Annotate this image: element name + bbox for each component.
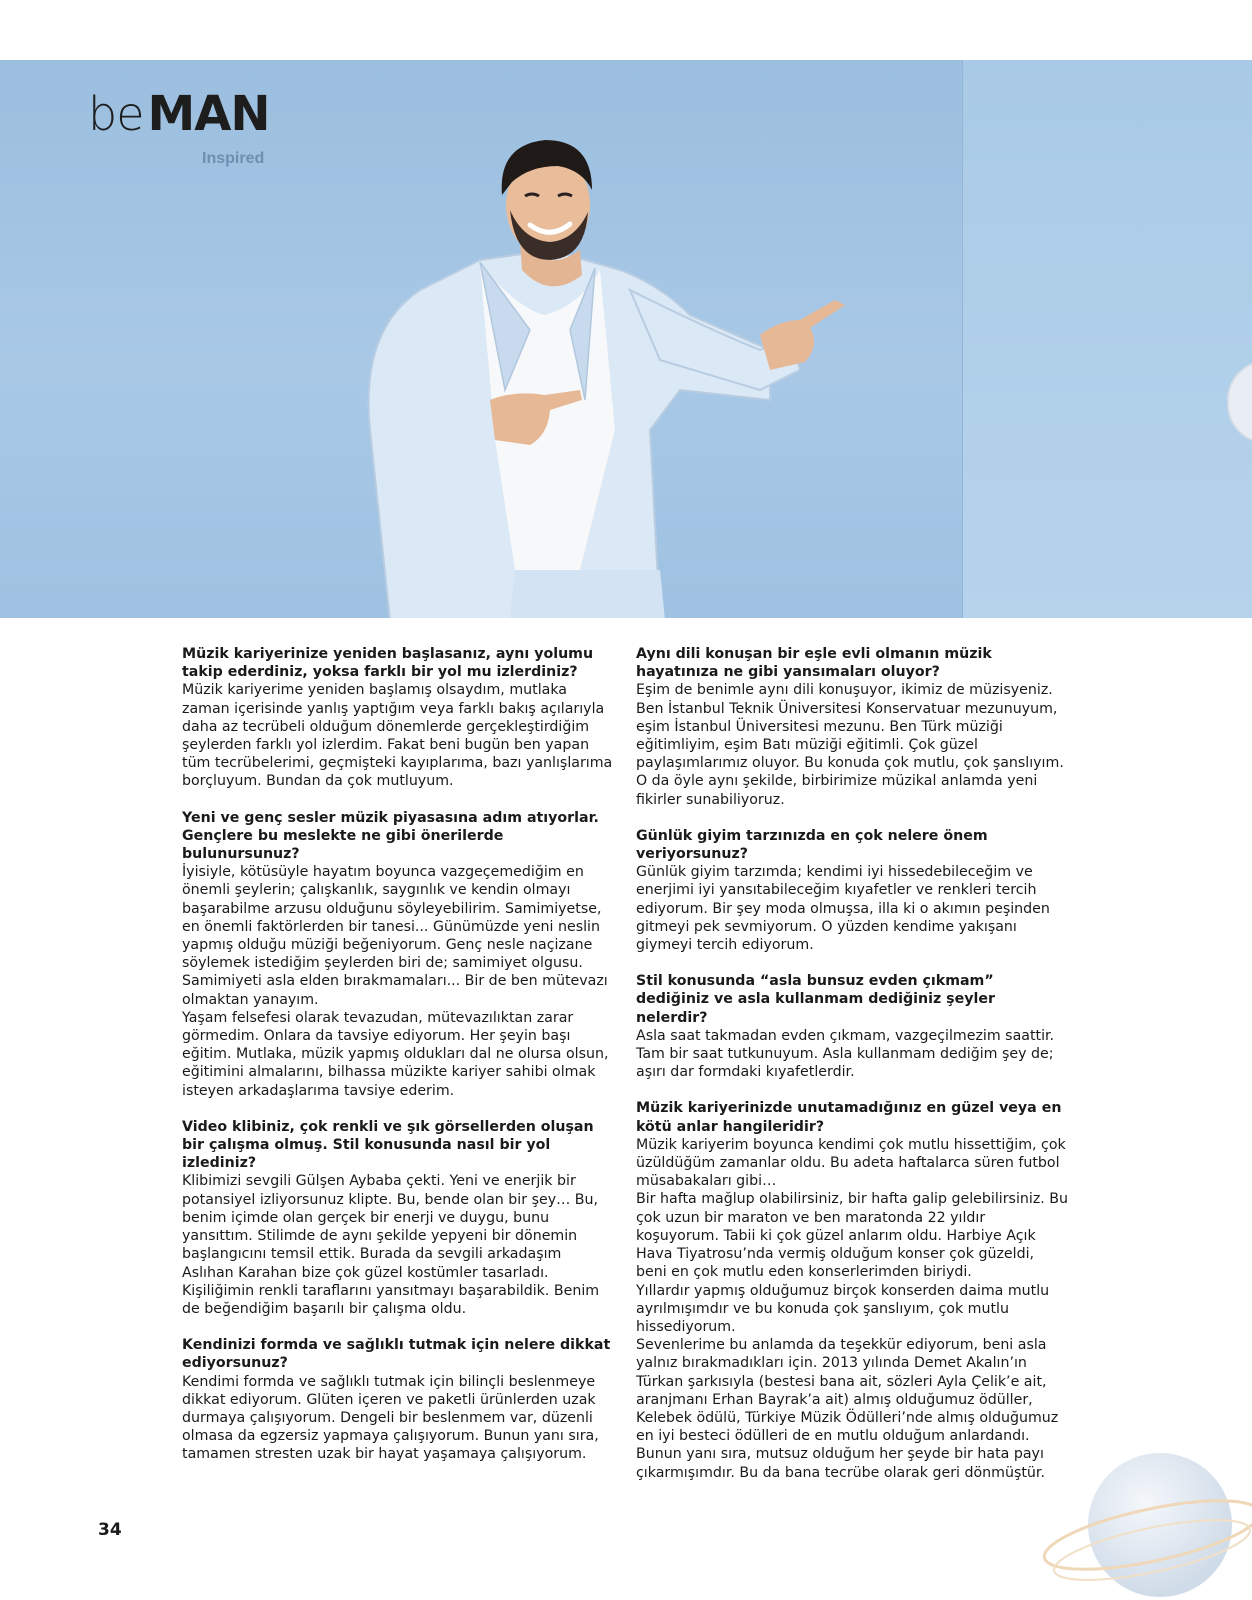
qa-block	[182, 809, 614, 1100]
interview-question: Aynı dili konuşan bir eşle evli olmanın müzik hayatınıza ne gibi yansımaları oluyor?	[636, 646, 992, 681]
page-number: 34	[98, 1520, 122, 1540]
qa-block	[636, 1099, 1068, 1481]
interview-answer: Asla saat takmadan evden çıkmam, vazgeçilmezim saattir. Tam bir saat tutkunuyum. Asla kullanmam dediğim şey de; aşırı dar formdaki kıyafetlerdir.	[636, 1027, 1055, 1081]
right-article-column	[636, 645, 1068, 1500]
qa-block	[636, 827, 1068, 954]
photo-side-panel	[962, 60, 1252, 618]
planet-decoration-icon	[1040, 1440, 1252, 1600]
brand-subtitle: Inspired	[202, 150, 265, 167]
interview-question: Video klibiniz, çok renkli ve şık görsellerden oluşan bir çalışma olmuş. Stil konusunda nasıl bir yol izlediniz?	[182, 1118, 594, 1172]
interview-answer: Eşim de benimle aynı dili konuşuyor, ikimiz de müzisyeniz. Ben İstanbul Teknik Üniversitesi Konservatuar mezunuyum, eşim İstanbul Üniversitesi mezunu. Ben Türk müziği eğitimliyim, eşim Batı müziği eğitimli. Çok güzel paylaşımlarımız oluyor. Bu konuda çok mutlu, çok şanslıyım. O da öyle aynı şekilde, birbirimize müzikal anlamda yeni fikirler sunabiliyoruz.	[636, 682, 1064, 808]
interview-answer: Müzik kariyerime yeniden başlamış olsaydım, mutlaka zaman içerisinde yanlış yaptığım veya farklı bakış açılarıyla daha az tecrübeli olduğum dönemlerde gerçekleştirdiğim şeylerden farklı yol izlerdim. Fakat beni bugün ben yapan tüm tecrübelerimi, geçmişteki kayıplarıma, bazı yanlışlarıma borçluyum. Bundan da çok mutluyum.	[182, 682, 613, 790]
partial-figure-arm	[1227, 360, 1252, 444]
interview-answer: Kendimi formda ve sağlıklı tutmak için bilinçli beslenmeye dikkat ediyorum. Glüten içeren ve paketli ürünlerden uzak durmaya çalışıyorum. Dengeli bir beslenmem var, düzenli olmasa da egzersiz yapmaya çalışıyorum. Bunun yanı sıra, tamamen stresten uzak bir hayat yaşamaya çalışıyorum.	[182, 1373, 599, 1463]
interview-question: Günlük giyim tarzınızda en çok nelere önem veriyorsunuz?	[636, 827, 988, 863]
qa-block	[182, 1118, 614, 1318]
qa-block	[636, 645, 1068, 809]
interview-answer: Günlük giyim tarzımda; kendimi iyi hissedebileceğim ve enerjimi iyi yansıtabileceğim kıyafetler ve renkleri tercih ediyorum. Bir şey moda olmuşsa, illa ki o akımın peşinden gitmeyi pek sevmiyorum. O yüzden kendime yakışanı giymeyi tercih ediyorum.	[636, 864, 1050, 954]
interview-question: Kendinizi formda ve sağlıklı tutmak için nelere dikkat ediyorsunuz?	[182, 1337, 611, 1372]
interview-question: Yeni ve genç sesler müzik piyasasına adım atıyorlar. Gençlere bu meslekte ne gibi önerilerde bulunursunuz?	[182, 809, 599, 863]
qa-block	[182, 1336, 614, 1463]
interview-answer: Müzik kariyerim boyunca kendimi çok mutlu hissettiğim, çok üzüldüğüm zamanlar oldu. Bu adeta haftalarca süren futbol müsabakaları gibi… Bir hafta mağlup olabilirsiniz, bir hafta galip gelebilirsiniz. Bu çok uzun bir maraton ve ben maratonda 22 yıldır koşuyorum. Tabii ki çok güzel anlarım oldu. Harbiye Açık Hava Tiyatrosu’nda vermiş olduğum konser çok güzeldi, beni en çok mutlu eden konserlerimden biriydi. Yıllardır yapmış olduğumuz birçok konserden daima mutlu ayrılmışımdır ve bu konuda çok şanslıyım, çok mutlu hissediyorum. Sevenlerime bu anlamda da teşekkür ediyorum, beni asla yalnız bırakmadıkları için. 2013 yılında Demet Akalın’ın Türkan şarkısıyla (bestesi bana ait, sözleri Ayla Çelik’e ait, aranjmanı Erhan Bayrak’a ait) almış olduğumuz ödüller, Kelebek ödülü, Türkiye Müzik Ödülleri’nde almış olduğumuz en iyi besteci ödülleri de en mutlu olduğum anlardandı. Bunun yanı sıra, mutsuz olduğum her şeyde bir hata payı çıkarmışımdır. Bu da bana tecrübe olarak geri dönmüştür.	[636, 1136, 1069, 1481]
qa-block	[182, 645, 614, 791]
magazine-brand	[88, 86, 270, 167]
interview-answer: İyisiyle, kötüsüyle hayatım boyunca vazgeçemediğim en önemli şeylerin; çalışkanlık, saygınlık ve kendin olmayı başarabilme arzusu olduğunu söyleyebilirim. Samimiyetse, en önemli faktörlerden bir tanesi... Günümüzde yeni neslin yapmış olduğu müziği beğeniyorum. Genç nesle naçizane söylemek istediğim şeylerden biri de; samimiyet olgusu. Samimiyeti asla elden bırakmamaları... Bir de ben mütevazı olmaktan yanayım. Yaşam felsefesi olarak tevazudan, mütevazılıktan zarar görmedim. Onlara da tavsiye ediyorum. Her şeyin başı eğitim. Mutlaka, müzik yapmış oldukları dal ne olursa olsun, eğitimini almalarını, bilhassa müzikte kariyer sahibi olmak isteyen arkadaşlarıma tavsiye ederim.	[182, 864, 609, 1099]
interview-question: Müzik kariyerinize yeniden başlasanız, aynı yolumu takip ederdiniz, yoksa farklı bir yol mu izlerdiniz?	[182, 646, 594, 681]
brand-be: be	[88, 87, 144, 141]
left-article-column	[182, 645, 614, 1482]
hero-photo	[0, 60, 1252, 618]
brand-man: MAN	[147, 86, 270, 142]
interview-question: Müzik kariyerinizde unutamadığınız en güzel veya en kötü anlar hangileridir?	[636, 1100, 1062, 1135]
man-in-light-blue-suit-illustration	[330, 100, 890, 618]
interview-question: Stil konusunda “asla bunsuz evden çıkmam” dediğiniz ve asla kullanmam dediğiniz şeyler nelerdir?	[636, 973, 995, 1026]
qa-block	[636, 972, 1068, 1081]
interview-answer: Klibimizi sevgili Gülşen Aybaba çekti. Yeni ve enerjik bir potansiyel izliyorsunuz klipte. Bu, bende olan bir şey… Bu, benim içimde olan gerçek bir enerji ve duygu, bunu yansıttım. Stilimde de aynı şekilde yepyeni bir dönemin başlangıcını temsil ettik. Burada da sevgili arkadaşım Aslıhan Karahan bize çok güzel kostümler tasarladı. Kişiliğimin renkli taraflarını yansıtmayı başarabildik. Benim de beğendiğim başarılı bir çalışma oldu.	[182, 1173, 600, 1317]
